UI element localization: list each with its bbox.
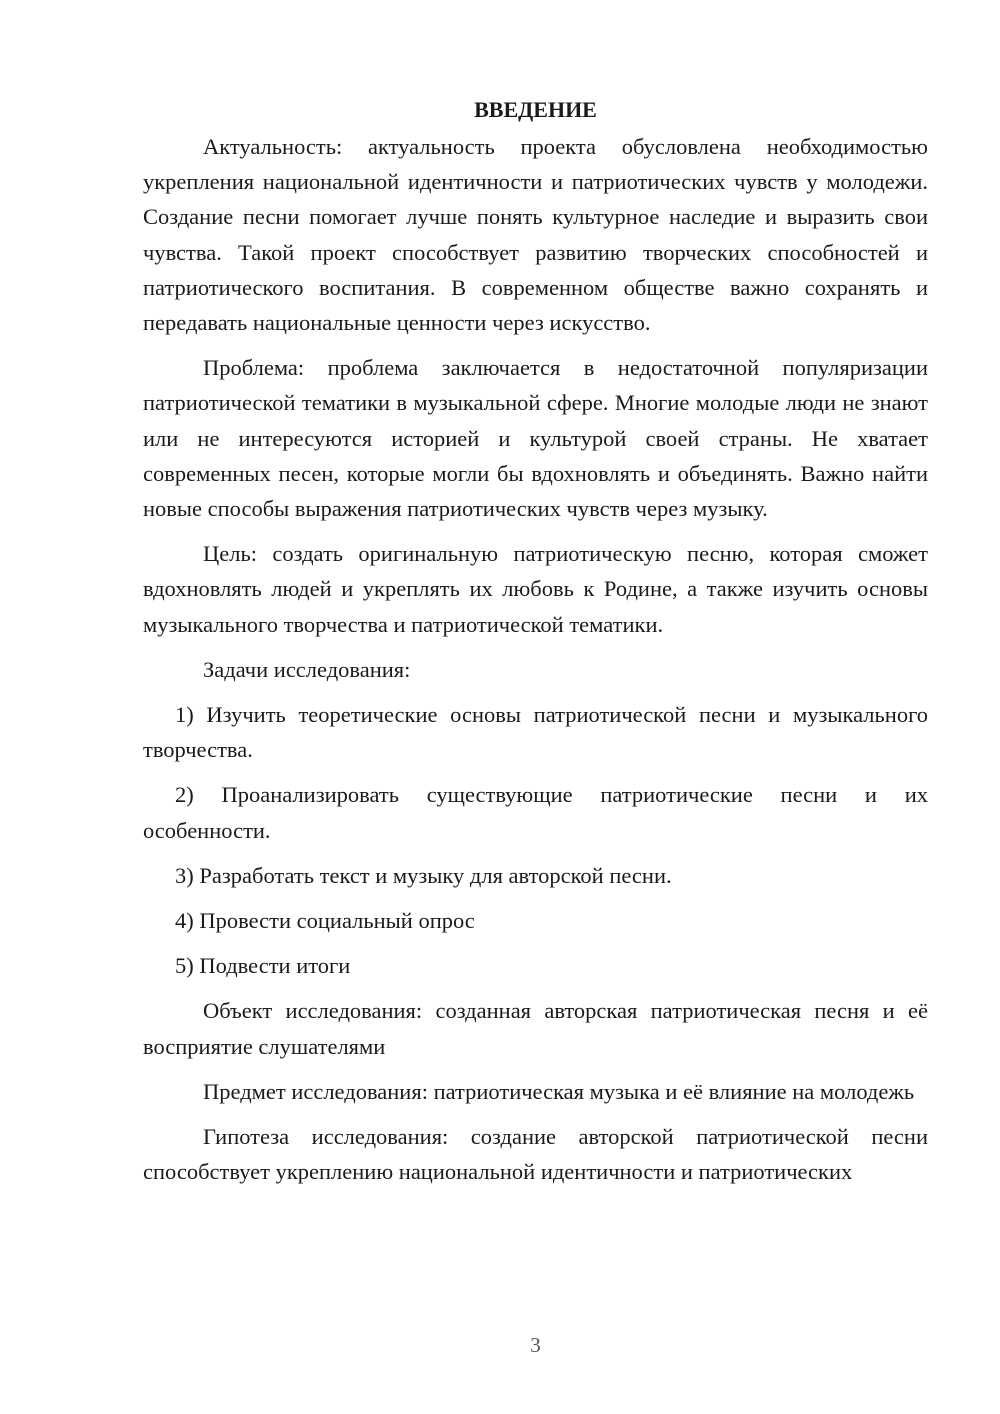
section-title: ВВЕДЕНИЕ xyxy=(474,97,597,122)
task-item-3: 3) Разработать текст и музыку для авторской песни. xyxy=(175,862,672,888)
paragraph-problem: Проблема: проблема заключается в недостаточной популяризации патриотической тематики в музыкальной сфере. Многие молодые люди не знают или не интересуются историей и культурой своей страны. Не хватает современных песен, которые могли бы вдохновлять и объединять. Важно найти новые способы выражения патриотических чувств через музыку. xyxy=(143,355,928,522)
paragraph-hypothesis: Гипотеза исследования: создание авторской патриотической песни способствует укреплению национальной идентичности и патриотических xyxy=(143,1124,928,1185)
task-item-2: 2) Проанализировать существующие патриотические песни и их особенности. xyxy=(143,782,928,843)
paragraph-relevance: Актуальность: актуальность проекта обусловлена необходимостью укрепления национальной идентичности и патриотических чувств у молодежи. Создание песни помогает лучше понять культурное наследие и выразить свои чувства. Такой проект способствует развитию творческих способностей и патриотического воспитания. В современном обществе важно сохранять и передавать национальные ценности через искусство. xyxy=(143,134,928,336)
paragraph-goal: Цель: создать оригинальную патриотическую песню, которая сможет вдохновлять людей и укреплять их любовь к Родине, а также изучить основы музыкального творчества и патриотической тематики. xyxy=(143,541,928,637)
paragraph-object: Объект исследования: созданная авторская патриотическая песня и её восприятие слушателями xyxy=(143,998,928,1059)
document-body xyxy=(143,96,928,1189)
task-item-4: 4) Провести социальный опрос xyxy=(175,908,475,934)
paragraph-subject: Предмет исследования: патриотическая музыка и её влияние на молодежь xyxy=(203,1078,915,1104)
page-number: 3 xyxy=(530,1333,541,1357)
task-item-5: 5) Подвести итоги xyxy=(175,953,351,979)
tasks-heading: Задачи исследования: xyxy=(203,656,411,682)
task-item-1: 1) Изучить теоретические основы патриотической песни и музыкального творчества. xyxy=(143,702,928,763)
